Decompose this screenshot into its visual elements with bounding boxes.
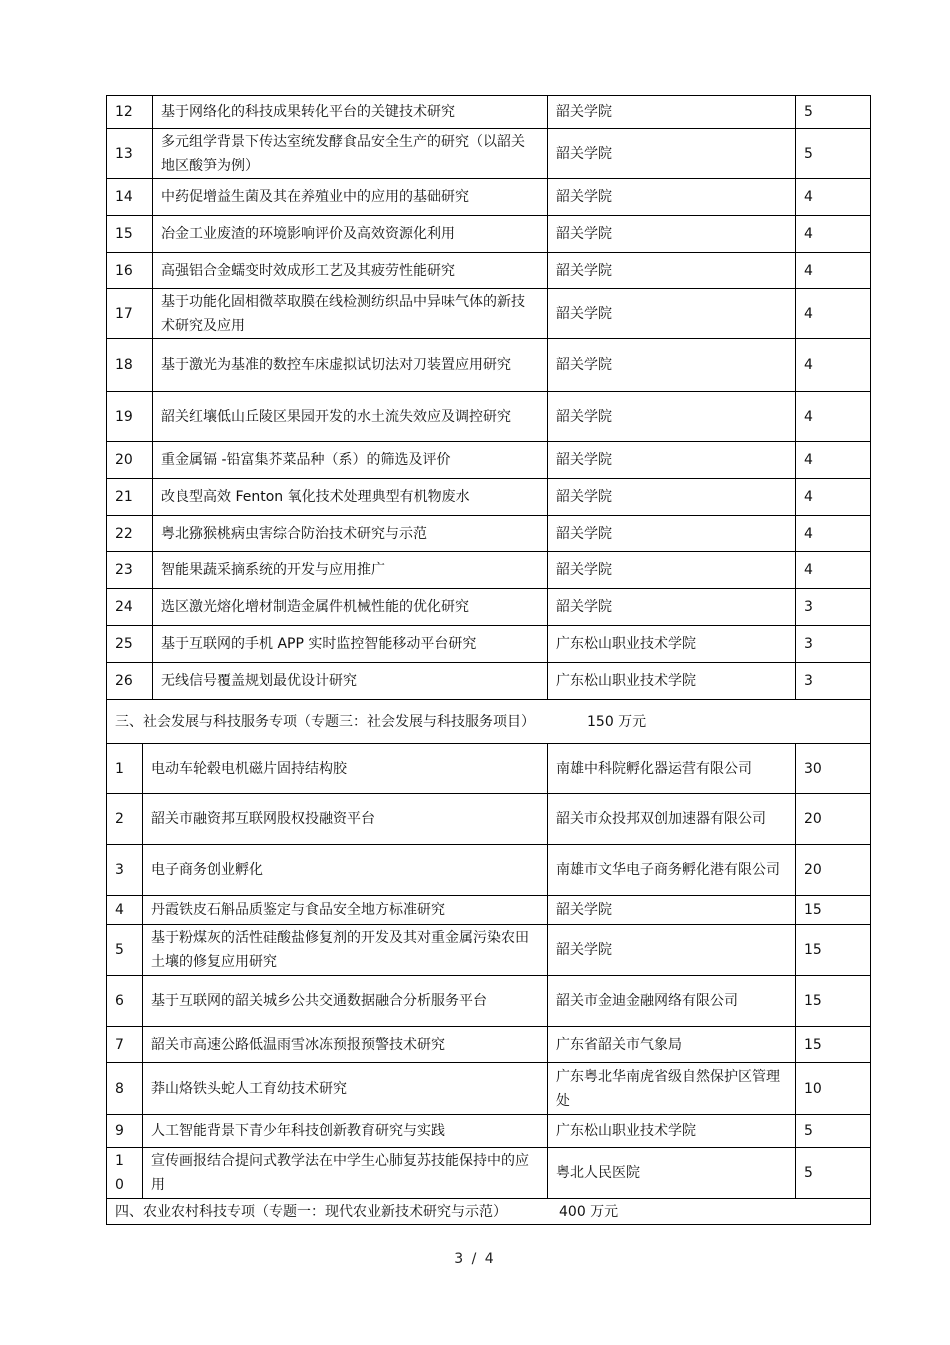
funding-amount: 10 — [796, 1063, 871, 1115]
table-row — [107, 896, 871, 925]
project-title: 电动车轮毂电机磁片固持结构胶 — [143, 744, 548, 794]
table-row — [107, 1027, 871, 1063]
row-number: 8 — [107, 1063, 143, 1115]
section-header — [107, 1199, 871, 1225]
project-title: 选区激光熔化增材制造金属件机械性能的优化研究 — [153, 589, 548, 626]
project-title: 韶关市融资邦互联网股权投融资平台 — [143, 794, 548, 845]
funding-amount: 4 — [796, 392, 871, 442]
funding-amount: 4 — [796, 479, 871, 516]
table-row — [107, 589, 871, 626]
organization: 广东松山职业技术学院 — [548, 663, 796, 700]
row-number: 3 — [107, 845, 143, 896]
project-title: 改良型高效 Fenton 氧化技术处理典型有机物废水 — [153, 479, 548, 516]
section-header-row — [107, 1199, 871, 1225]
funding-amount: 4 — [796, 339, 871, 392]
project-title: 丹霞铁皮石斛品质鉴定与食品安全地方标准研究 — [143, 896, 548, 925]
row-number: 12 — [107, 96, 153, 129]
row-number: 26 — [107, 663, 153, 700]
row-number: 4 — [107, 896, 143, 925]
organization: 韶关学院 — [548, 179, 796, 216]
funding-amount: 5 — [796, 129, 871, 179]
organization: 韶关学院 — [548, 216, 796, 253]
row-number: 21 — [107, 479, 153, 516]
project-title: 宣传画报结合提问式教学法在中学生心肺复苏技能保持中的应用 — [143, 1148, 548, 1199]
organization: 广东粤北华南虎省级自然保护区管理处 — [548, 1063, 796, 1115]
row-number: 7 — [107, 1027, 143, 1063]
table-row — [107, 552, 871, 589]
row-number: 14 — [107, 179, 153, 216]
row-number: 24 — [107, 589, 153, 626]
page-number: 3 / 4 — [454, 1251, 496, 1267]
section-title: 三、社会发展与科技服务专项（专题三：社会发展与科技服务项目） — [115, 713, 535, 730]
table-row — [107, 179, 871, 216]
row-number: 15 — [107, 216, 153, 253]
project-title: 人工智能背景下青少年科技创新教育研究与实践 — [143, 1115, 548, 1148]
funding-amount: 5 — [796, 1148, 871, 1199]
table-row — [107, 925, 871, 976]
funding-amount: 4 — [796, 552, 871, 589]
organization: 韶关学院 — [548, 392, 796, 442]
funding-amount: 15 — [796, 925, 871, 976]
table-row — [107, 1115, 871, 1148]
row-number: 10 — [107, 1148, 143, 1199]
row-number: 1 — [107, 744, 143, 794]
table-row — [107, 216, 871, 253]
table-row — [107, 845, 871, 896]
funding-amount: 3 — [796, 626, 871, 663]
table-row — [107, 1148, 871, 1199]
table-row — [107, 96, 871, 129]
row-number: 17 — [107, 289, 153, 339]
funding-amount: 5 — [796, 1115, 871, 1148]
section-header — [107, 700, 871, 744]
organization: 韶关学院 — [548, 896, 796, 925]
organization: 韶关学院 — [548, 96, 796, 129]
organization: 韶关学院 — [548, 479, 796, 516]
funding-amount: 3 — [796, 663, 871, 700]
table-row — [107, 744, 871, 794]
row-number: 13 — [107, 129, 153, 179]
funding-amount: 4 — [796, 216, 871, 253]
project-title: 韶关市高速公路低温雨雪冰冻预报预警技术研究 — [143, 1027, 548, 1063]
organization: 韶关学院 — [548, 129, 796, 179]
row-number: 19 — [107, 392, 153, 442]
table-row — [107, 339, 871, 392]
row-number: 16 — [107, 253, 153, 289]
project-title: 高强铝合金蠕变时效成形工艺及其疲劳性能研究 — [153, 253, 548, 289]
row-number: 23 — [107, 552, 153, 589]
table-row — [107, 392, 871, 442]
table-row — [107, 479, 871, 516]
table-row — [107, 626, 871, 663]
organization: 韶关学院 — [548, 253, 796, 289]
organization: 韶关学院 — [548, 289, 796, 339]
funding-amount: 20 — [796, 845, 871, 896]
table-row — [107, 129, 871, 179]
project-title: 冶金工业废渣的环境影响评价及高效资源化利用 — [153, 216, 548, 253]
table-row — [107, 1063, 871, 1115]
organization: 广东松山职业技术学院 — [548, 1115, 796, 1148]
organization: 广东省韶关市气象局 — [548, 1027, 796, 1063]
section-amount: 150 万元 — [587, 713, 647, 730]
organization: 韶关市金迪金融网络有限公司 — [548, 976, 796, 1027]
project-title: 韶关红壤低山丘陵区果园开发的水土流失效应及调控研究 — [153, 392, 548, 442]
funding-amount: 20 — [796, 794, 871, 845]
funding-amount: 15 — [796, 976, 871, 1027]
funding-amount: 5 — [796, 96, 871, 129]
row-number: 5 — [107, 925, 143, 976]
organization: 南雄市文华电子商务孵化港有限公司 — [548, 845, 796, 896]
table-row — [107, 663, 871, 700]
project-title: 电子商务创业孵化 — [143, 845, 548, 896]
row-number: 9 — [107, 1115, 143, 1148]
project-table — [106, 95, 871, 1225]
project-title: 智能果蔬采摘系统的开发与应用推广 — [153, 552, 548, 589]
table-row — [107, 253, 871, 289]
project-title: 重金属镉 -铅富集芥菜品种（系）的筛选及评价 — [153, 442, 548, 479]
funding-amount: 15 — [796, 1027, 871, 1063]
project-title: 多元组学背景下传达室统发酵食品安全生产的研究（以韶关地区酸笋为例） — [153, 129, 548, 179]
table-row — [107, 794, 871, 845]
funding-amount: 4 — [796, 253, 871, 289]
table-row — [107, 442, 871, 479]
organization: 韶关学院 — [548, 516, 796, 552]
project-title: 基于粉煤灰的活性硅酸盐修复剂的开发及其对重金属污染农田土壤的修复应用研究 — [143, 925, 548, 976]
funding-amount: 4 — [796, 289, 871, 339]
row-number: 20 — [107, 442, 153, 479]
project-title: 基于互联网的手机 APP 实时监控智能移动平台研究 — [153, 626, 548, 663]
funding-amount: 15 — [796, 896, 871, 925]
organization: 韶关市众投邦双创加速器有限公司 — [548, 794, 796, 845]
project-title: 中药促增益生菌及其在养殖业中的应用的基础研究 — [153, 179, 548, 216]
section-amount: 400 万元 — [559, 1203, 619, 1220]
row-number: 22 — [107, 516, 153, 552]
organization: 广东松山职业技术学院 — [548, 626, 796, 663]
project-title: 基于网络化的科技成果转化平台的关键技术研究 — [153, 96, 548, 129]
project-title: 基于激光为基准的数控车床虚拟试切法对刀装置应用研究 — [153, 339, 548, 392]
organization: 韶关学院 — [548, 339, 796, 392]
funding-amount: 30 — [796, 744, 871, 794]
section-title: 四、农业农村科技专项（专题一：现代农业新技术研究与示范） — [115, 1203, 507, 1220]
row-number: 6 — [107, 976, 143, 1027]
organization: 韶关学院 — [548, 442, 796, 479]
funding-amount: 4 — [796, 179, 871, 216]
project-title: 莽山烙铁头蛇人工育幼技术研究 — [143, 1063, 548, 1115]
row-number: 25 — [107, 626, 153, 663]
row-number: 18 — [107, 339, 153, 392]
funding-amount: 4 — [796, 516, 871, 552]
table-row — [107, 516, 871, 552]
project-title: 基于互联网的韶关城乡公共交通数据融合分析服务平台 — [143, 976, 548, 1027]
project-title: 粤北猕猴桃病虫害综合防治技术研究与示范 — [153, 516, 548, 552]
organization: 粤北人民医院 — [548, 1148, 796, 1199]
project-title: 无线信号覆盖规划最优设计研究 — [153, 663, 548, 700]
table-row — [107, 976, 871, 1027]
section-header-row — [107, 700, 871, 744]
row-number: 2 — [107, 794, 143, 845]
organization: 韶关学院 — [548, 552, 796, 589]
organization: 南雄中科院孵化器运营有限公司 — [548, 744, 796, 794]
organization: 韶关学院 — [548, 925, 796, 976]
organization: 韶关学院 — [548, 589, 796, 626]
project-title: 基于功能化固相微萃取膜在线检测纺织品中异味气体的新技术研究及应用 — [153, 289, 548, 339]
funding-amount: 4 — [796, 442, 871, 479]
table-row — [107, 289, 871, 339]
funding-amount: 3 — [796, 589, 871, 626]
